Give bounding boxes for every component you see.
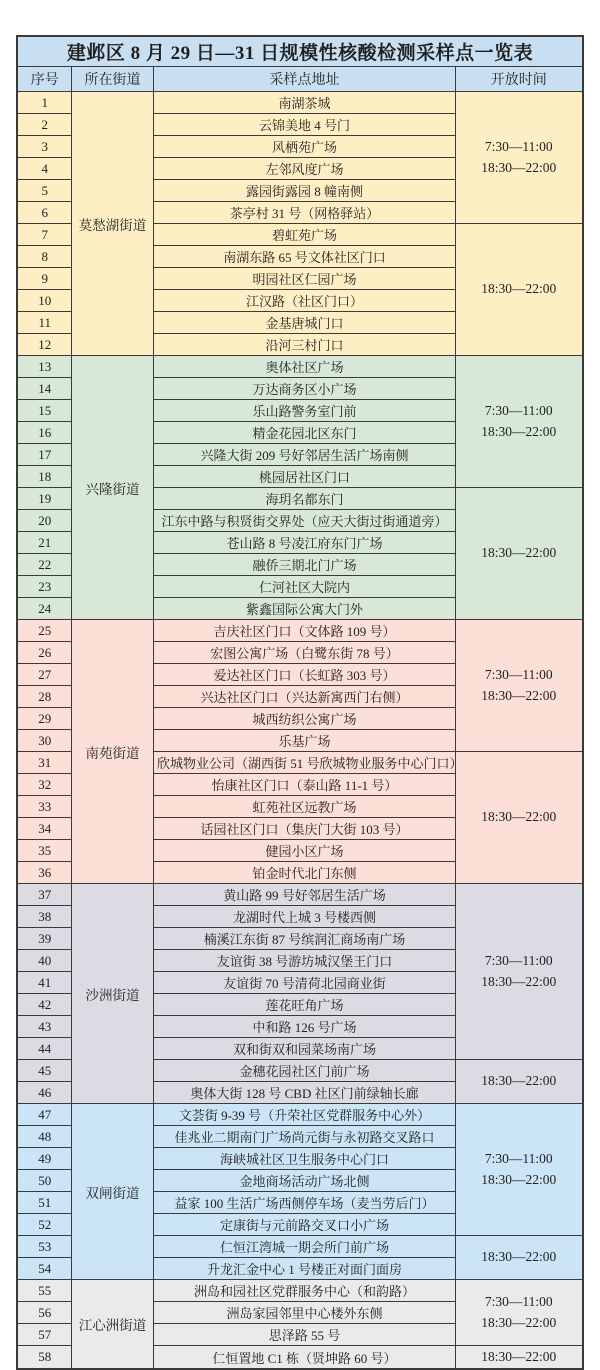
row-number: 57 xyxy=(17,1324,71,1346)
sampling-points-table xyxy=(16,35,583,1370)
address-cell: 茶亭村 31 号（网格驿站） xyxy=(153,202,455,224)
row-number: 11 xyxy=(17,312,71,334)
row-number: 3 xyxy=(17,136,71,158)
row-number: 24 xyxy=(17,598,71,620)
row-number: 43 xyxy=(17,1016,71,1038)
time-cell xyxy=(455,224,582,356)
table-title: 建邺区 8 月 29 日—31 日规模性核酸检测采样点一览表 xyxy=(17,36,582,67)
time-text: 7:30—11:00 xyxy=(484,1151,553,1167)
address-cell: 风栖苑广场 xyxy=(153,136,455,158)
address-cell: 莲花旺角广场 xyxy=(153,994,455,1016)
address-cell: 云锦美地 4 号门 xyxy=(153,114,455,136)
row-number: 37 xyxy=(17,884,71,906)
row-number: 51 xyxy=(17,1192,71,1214)
row-number: 30 xyxy=(17,730,71,752)
time-text: 18:30—22:00 xyxy=(481,281,557,297)
address-cell: 洲岛家园邻里中心楼外东侧 xyxy=(153,1302,455,1324)
time-text: 18:30—22:00 xyxy=(481,423,557,439)
time-cell xyxy=(455,1280,582,1346)
time-text: 18:30—22:00 xyxy=(481,1073,557,1089)
address-cell: 南湖东路 65 号文体社区门口 xyxy=(153,246,455,268)
row-number: 12 xyxy=(17,334,71,356)
address-cell: 铂金时代北门东侧 xyxy=(153,862,455,884)
address-cell: 左邻风度广场 xyxy=(153,158,455,180)
column-header-index: 序号 xyxy=(17,67,71,92)
time-text: 18:30—22:00 xyxy=(481,1349,557,1364)
street-cell: 兴隆街道 xyxy=(71,356,153,620)
row-number: 32 xyxy=(17,774,71,796)
row-number: 52 xyxy=(17,1214,71,1236)
address-cell: 紫鑫国际公寓大门外 xyxy=(153,598,455,620)
row-number: 17 xyxy=(17,444,71,466)
row-number: 46 xyxy=(17,1082,71,1104)
address-cell: 露园街露园 8 幢南侧 xyxy=(153,180,455,202)
address-cell: 益家 100 生活广场西侧停车场（麦当劳后门） xyxy=(153,1192,455,1214)
address-cell: 双和街双和园菜场南广场 xyxy=(153,1038,455,1060)
time-cell xyxy=(455,488,582,620)
address-cell: 金穗花园社区门前广场 xyxy=(153,1060,455,1082)
row-number: 5 xyxy=(17,180,71,202)
address-cell: 友谊街 38 号游坊城汉堡王门口 xyxy=(153,950,455,972)
row-number: 29 xyxy=(17,708,71,730)
table-row xyxy=(17,620,582,642)
address-cell: 金地商场活动广场北侧 xyxy=(153,1170,455,1192)
time-text: 7:30—11:00 xyxy=(484,1294,553,1310)
address-cell: 虹苑社区远教广场 xyxy=(153,796,455,818)
row-number: 9 xyxy=(17,268,71,290)
address-cell: 明园社区仁园广场 xyxy=(153,268,455,290)
row-number: 8 xyxy=(17,246,71,268)
address-cell: 话园社区门口（集庆门大街 103 号） xyxy=(153,818,455,840)
row-number: 34 xyxy=(17,818,71,840)
street-cell: 双闸街道 xyxy=(71,1104,153,1280)
row-number: 4 xyxy=(17,158,71,180)
time-text: 18:30—22:00 xyxy=(481,1171,557,1187)
row-number: 42 xyxy=(17,994,71,1016)
time-cell xyxy=(455,620,582,752)
address-cell: 仁河社区大院内 xyxy=(153,576,455,598)
time-text: 7:30—11:00 xyxy=(484,403,553,419)
row-number: 15 xyxy=(17,400,71,422)
row-number: 33 xyxy=(17,796,71,818)
address-cell: 欣城物业公司（湖西街 51 号欣城物业服务中心门口） xyxy=(153,752,455,774)
address-cell: 中和路 126 号广场 xyxy=(153,1016,455,1038)
row-number: 50 xyxy=(17,1170,71,1192)
row-number: 45 xyxy=(17,1060,71,1082)
address-cell: 金基唐城门口 xyxy=(153,312,455,334)
address-cell: 桃园居社区门口 xyxy=(153,466,455,488)
address-cell: 定康街与元前路交叉口小广场 xyxy=(153,1214,455,1236)
row-number: 20 xyxy=(17,510,71,532)
address-cell: 城西纺织公寓广场 xyxy=(153,708,455,730)
row-number: 41 xyxy=(17,972,71,994)
address-cell: 宏图公寓广场（白鹭东街 78 号） xyxy=(153,642,455,664)
address-cell: 爱达社区门口（长虹路 303 号） xyxy=(153,664,455,686)
address-cell: 友谊街 70 号清荷北园商业街 xyxy=(153,972,455,994)
row-number: 25 xyxy=(17,620,71,642)
time-cell xyxy=(455,356,582,488)
address-cell: 沿河三村门口 xyxy=(153,334,455,356)
row-number: 54 xyxy=(17,1258,71,1280)
time-text: 18:30—22:00 xyxy=(481,809,557,825)
time-text: 18:30—22:00 xyxy=(481,1249,557,1265)
row-number: 35 xyxy=(17,840,71,862)
address-cell: 升龙汇金中心 1 号楼正对面门面房 xyxy=(153,1258,455,1280)
time-text: 18:30—22:00 xyxy=(481,973,557,989)
address-cell: 乐山路警务室门前 xyxy=(153,400,455,422)
row-number: 14 xyxy=(17,378,71,400)
time-text: 18:30—22:00 xyxy=(481,1314,557,1330)
address-cell: 海玥名都东门 xyxy=(153,488,455,510)
address-cell: 仁恒置地 C1 栋（贤坤路 60 号） xyxy=(153,1346,455,1370)
address-cell: 洲岛和园社区党群服务中心（和韵路） xyxy=(153,1280,455,1302)
row-number: 49 xyxy=(17,1148,71,1170)
address-cell: 怡康社区门口（泰山路 11-1 号） xyxy=(153,774,455,796)
address-cell: 佳兆业二期南门广场尚元街与永初路交叉路口 xyxy=(153,1126,455,1148)
title-row xyxy=(17,36,582,67)
address-cell: 江东中路与积贤街交界处（应天大街过街通道旁） xyxy=(153,510,455,532)
row-number: 21 xyxy=(17,532,71,554)
row-number: 16 xyxy=(17,422,71,444)
time-cell xyxy=(455,1346,582,1370)
row-number: 28 xyxy=(17,686,71,708)
address-cell: 龙湖时代上城 3 号楼西侧 xyxy=(153,906,455,928)
row-number: 38 xyxy=(17,906,71,928)
row-number: 10 xyxy=(17,290,71,312)
row-number: 6 xyxy=(17,202,71,224)
row-number: 44 xyxy=(17,1038,71,1060)
row-number: 2 xyxy=(17,114,71,136)
row-number: 22 xyxy=(17,554,71,576)
table-row xyxy=(17,884,582,906)
row-number: 56 xyxy=(17,1302,71,1324)
address-cell: 江汉路（社区门口） xyxy=(153,290,455,312)
row-number: 27 xyxy=(17,664,71,686)
row-number: 48 xyxy=(17,1126,71,1148)
time-cell xyxy=(455,1060,582,1104)
address-cell: 兴达社区门口（兴达新寓西门右侧） xyxy=(153,686,455,708)
row-number: 36 xyxy=(17,862,71,884)
row-number: 13 xyxy=(17,356,71,378)
column-header-street: 所在街道 xyxy=(71,67,153,92)
row-number: 47 xyxy=(17,1104,71,1126)
row-number: 39 xyxy=(17,928,71,950)
table-body xyxy=(17,92,582,1370)
row-number: 55 xyxy=(17,1280,71,1302)
address-cell: 万达商务区小广场 xyxy=(153,378,455,400)
time-text: 7:30—11:00 xyxy=(484,139,553,155)
time-text: 7:30—11:00 xyxy=(484,953,553,969)
table-row xyxy=(17,356,582,378)
time-text: 18:30—22:00 xyxy=(481,545,557,561)
address-cell: 文荟街 9-39 号（升荣社区党群服务中心外） xyxy=(153,1104,455,1126)
address-cell: 兴隆大街 209 号好邻居生活广场南侧 xyxy=(153,444,455,466)
address-cell: 思泽路 55 号 xyxy=(153,1324,455,1346)
row-number: 1 xyxy=(17,92,71,114)
address-cell: 南湖茶城 xyxy=(153,92,455,114)
street-cell: 沙洲街道 xyxy=(71,884,153,1104)
address-cell: 黄山路 99 号好邻居生活广场 xyxy=(153,884,455,906)
time-cell xyxy=(455,884,582,1060)
time-cell xyxy=(455,752,582,884)
table-row xyxy=(17,1280,582,1302)
address-cell: 海峡城社区卫生服务中心门口 xyxy=(153,1148,455,1170)
row-number: 40 xyxy=(17,950,71,972)
address-cell: 乐基广场 xyxy=(153,730,455,752)
street-cell: 江心洲街道 xyxy=(71,1280,153,1370)
header-row xyxy=(17,67,582,92)
row-number: 23 xyxy=(17,576,71,598)
address-cell: 碧虹苑广场 xyxy=(153,224,455,246)
row-number: 58 xyxy=(17,1346,71,1370)
time-text: 18:30—22:00 xyxy=(481,159,557,175)
address-cell: 融侨三期北门广场 xyxy=(153,554,455,576)
row-number: 19 xyxy=(17,488,71,510)
row-number: 18 xyxy=(17,466,71,488)
address-cell: 吉庆社区门口（文体路 109 号） xyxy=(153,620,455,642)
time-cell xyxy=(455,92,582,224)
address-cell: 健园小区广场 xyxy=(153,840,455,862)
page xyxy=(0,35,600,1366)
street-cell: 南苑街道 xyxy=(71,620,153,884)
address-cell: 奥体大街 128 号 CBD 社区门前绿轴长廊 xyxy=(153,1082,455,1104)
address-cell: 仁恒江湾城一期会所门前广场 xyxy=(153,1236,455,1258)
row-number: 31 xyxy=(17,752,71,774)
street-cell: 莫愁湖街道 xyxy=(71,92,153,356)
column-header-time: 开放时间 xyxy=(455,67,582,92)
address-cell: 苍山路 8 号凌江府东门广场 xyxy=(153,532,455,554)
address-cell: 奥体社区广场 xyxy=(153,356,455,378)
row-number: 53 xyxy=(17,1236,71,1258)
time-text: 7:30—11:00 xyxy=(484,667,553,683)
row-number: 26 xyxy=(17,642,71,664)
address-cell: 精金花园北区东门 xyxy=(153,422,455,444)
table-row xyxy=(17,92,582,114)
row-number: 7 xyxy=(17,224,71,246)
time-cell xyxy=(455,1104,582,1236)
table-row xyxy=(17,1104,582,1126)
address-cell: 楠溪江东街 87 号缤润汇商场南广场 xyxy=(153,928,455,950)
time-cell xyxy=(455,1236,582,1280)
column-header-address: 采样点地址 xyxy=(153,67,455,92)
time-text: 18:30—22:00 xyxy=(481,687,557,703)
